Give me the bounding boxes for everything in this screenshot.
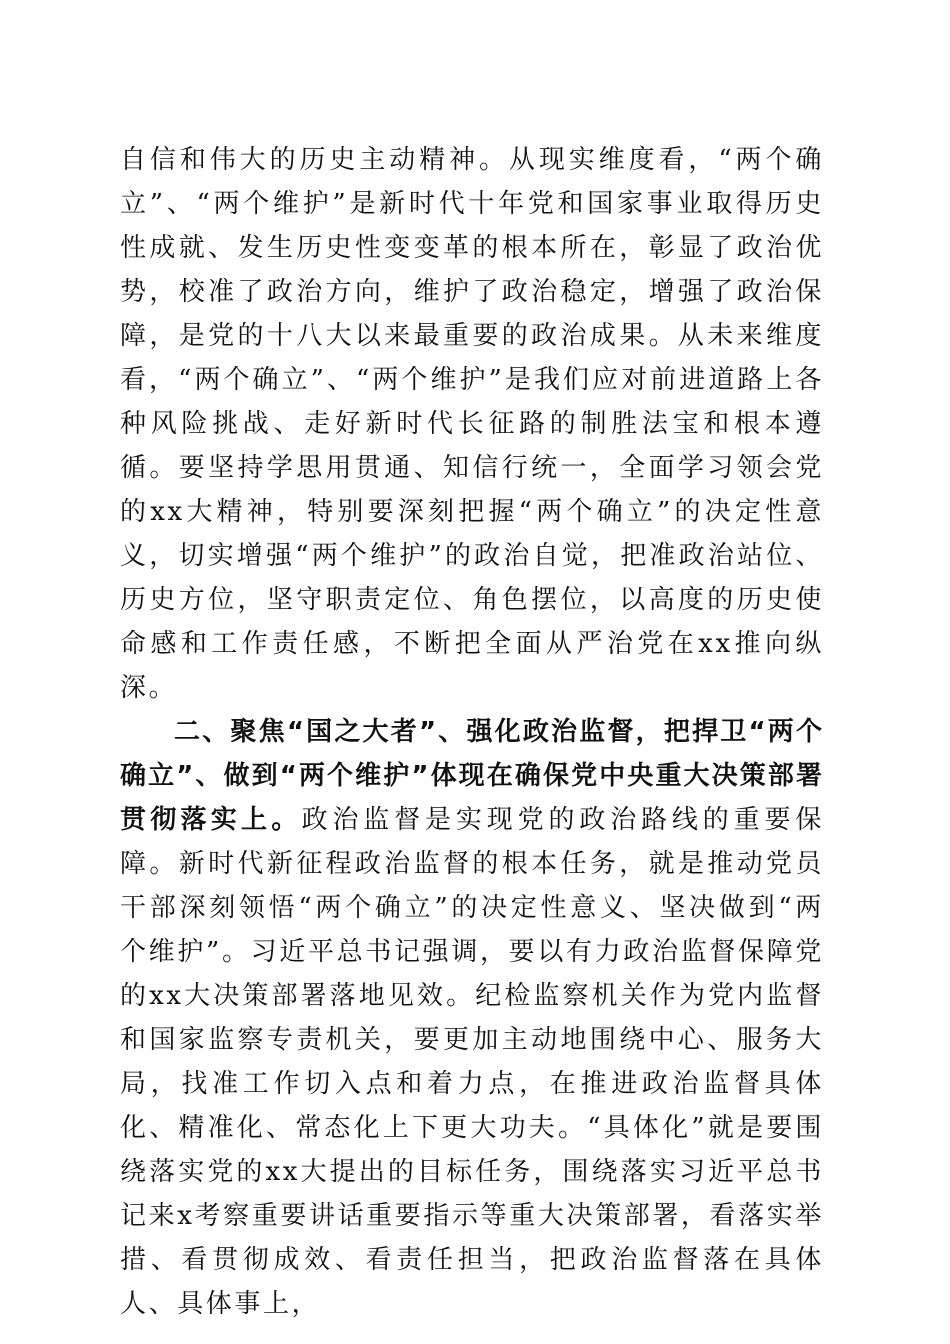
paragraph-continuation: 自信和伟大的历史主动精神。从现实维度看，“两个确立”、“两个维护”是新时代十年党和国家事业取得历史性成就、发生历史性变变革的根本所在，彰显了政治优势，校准了政治方向，维护了政治稳定，增强了政治保障，是党的十八大以来最重要的政治成果。从未来维度看，“两个确立”、“两个维护”是我们应对前进道路上各种风险挑战、走好新时代长征路的制胜法宝和根本遵循。要坚持学思用贯通、知信行统一，全面学习领会党的xx大精神，特别要深刻把握“两个确立”的决定性意义，切实增强“两个维护”的政治自觉，把准政治站位、历史方位，坚守职责定位、角色摆位，以高度的历史使命感和工作责任感，不断把全面从严治党在xx推向纵深。 bbox=[120, 145, 824, 703]
paragraph-section-two bbox=[120, 710, 824, 1326]
document-page bbox=[120, 138, 824, 1326]
section-body: 政治监督是实现党的政治路线的重要保障。新时代新征程政治监督的根本任务，就是推动党员干部深刻领悟“两个确立”的决定性意义、坚决做到“两个维护”。习近平总书记强调，要以有力政治监督保障党的xx大决策部署落地见效。纪检监察机关作为党内监督和国家监察专责机关，要更加主动地围绕中心、服务大局，找准工作切入点和着力点，在推进政治监督具体化、精准化、常态化上下更大功夫。“具体化”就是要围绕落实党的xx大提出的目标任务，围绕落实习近平总书记来x考察重要讲话重要指示等重大决策部署，看落实举措、看贯彻成效、看责任担当，把政治监督落在具体人、具体事上， bbox=[120, 805, 824, 1319]
section-heading: 二、聚焦“国之大者”、强化政治监督，把捍卫“两个确立”、做到“两个维护”体现在确保党中央重大决策部署贯彻落实上。 bbox=[120, 717, 824, 835]
